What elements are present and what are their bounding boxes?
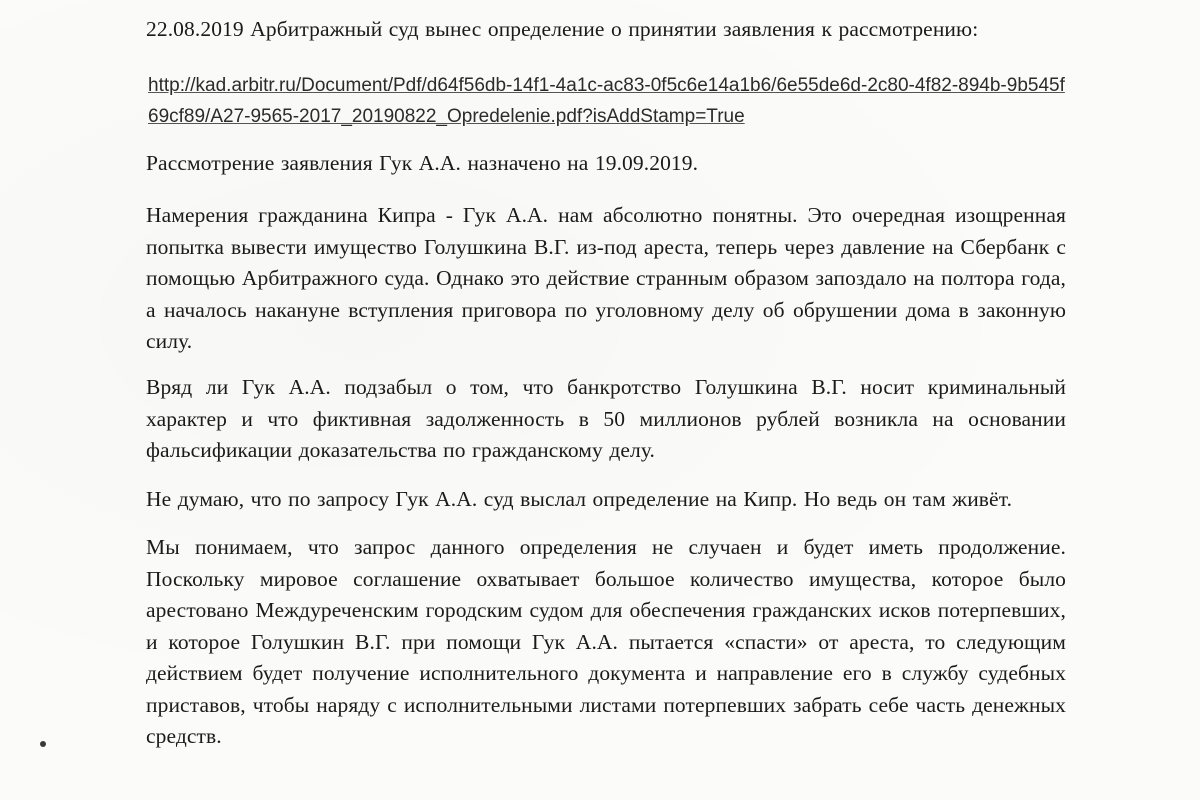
cropped-top-line <box>160 0 900 4</box>
paragraph-court-decision-date: 22.08.2019 Арбитражный суд вынес определение о принятии заявления к рассмотрению: <box>146 17 979 41</box>
paragraph-cyprus: Не думаю, что по запросу Гук А.А. суд выслал определение на Кипр. Но ведь он там живёт. <box>146 487 1013 511</box>
paragraph-settlement: Мы понимаем, что запрос данного определения не случаен и будет иметь продолжение. Поскольку мировое соглашение охватывает большое количество имущества, которое было арестовано Междуреченским городским судом для обеспечения гражданских исков потерпевших, и которое Голушкин В.Г. при помощи Гук А.А. пытается «спасти» от ареста, то следующим действием будет получение исполнительного документа и направление его в службу судебных приставов, чтобы наряду с исполнительными листами потерпевших забрать себе часть денежных средств. <box>146 535 1066 748</box>
paragraph-intentions: Намерения гражданина Кипра - Гук А.А. нам абсолютно понятны. Это очередная изощренная попытка вывести имущество Голушкина В.Г. из-под ареста, теперь через давление на Сбербанк с помощью Арбитражного суда. Однако это действие странным образом запоздало на полтора года, а началось накануне вступления приговора по уголовному делу об обрушении дома в законную силу. <box>146 203 1066 353</box>
scan-speck <box>40 741 46 747</box>
paragraph-bankruptcy: Вряд ли Гук А.А. подзабыл о том, что банкротство Голушкина В.Г. носит криминальный характер и что фиктивная задолженность в 50 миллионов рублей возникла на основании фальсификации доказательства по гражданскому делу. <box>146 375 1066 462</box>
paragraph-hearing-date: Рассмотрение заявления Гук А.А. назначено на 19.09.2019. <box>146 151 699 175</box>
court-document-link[interactable]: http://kad.arbitr.ru/Document/Pdf/d64f56db-14f1-4a1c-ac83-0f5c6e14a1b6/6e55de6d-2c80-4f82-894b-9b545f69cf89/A27-9565-2017_20190822_Opredelenie.pdf?isAddStamp=True <box>148 75 1065 127</box>
